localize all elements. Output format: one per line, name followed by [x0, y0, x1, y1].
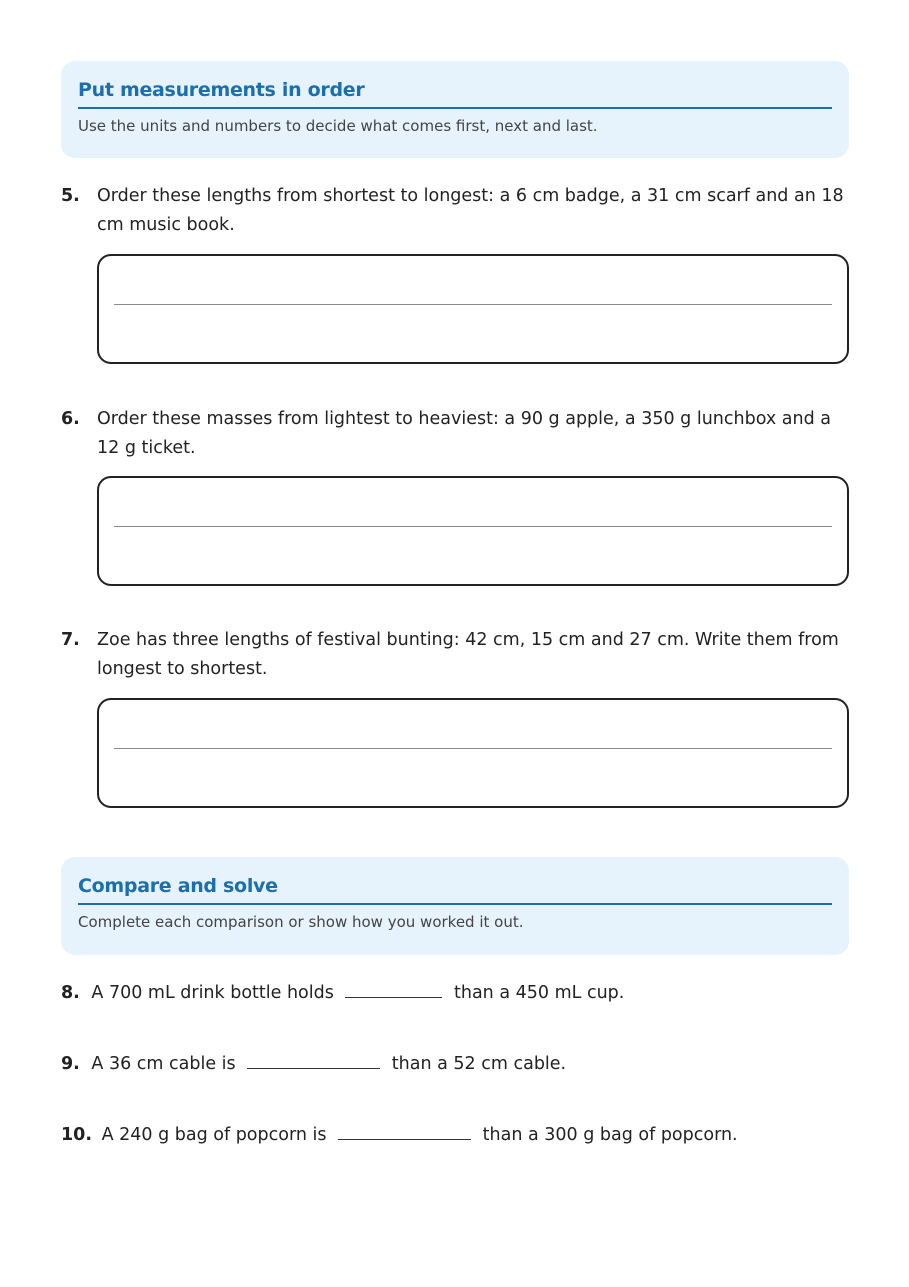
question-7	[61, 626, 851, 684]
question-6	[61, 405, 851, 463]
question-5	[61, 182, 851, 240]
question-9	[61, 1050, 566, 1079]
answer-blank-9[interactable]	[247, 1050, 380, 1069]
question-number: 10.	[61, 1125, 93, 1145]
question-number: 5.	[61, 186, 80, 206]
answer-line	[114, 304, 832, 305]
section-header-compare	[61, 857, 849, 955]
answer-box-7[interactable]	[97, 698, 849, 808]
question-text: Order these masses from lightest to heaviest: a 90 g apple, a 350 g lunchbox and a 12 g ticket.	[97, 409, 832, 458]
question-text-before: A 700 mL drink bottle holds	[91, 983, 334, 1003]
question-number: 8.	[61, 983, 80, 1003]
answer-line	[114, 748, 832, 749]
question-text-after: than a 450 mL cup.	[454, 983, 625, 1003]
question-text-after: than a 52 cm cable.	[391, 1054, 567, 1074]
question-number: 7.	[61, 630, 80, 650]
answer-blank-8[interactable]	[345, 979, 442, 998]
section-subtitle: Use the units and numbers to decide what comes first, next and last.	[78, 117, 598, 135]
question-number: 9.	[61, 1054, 80, 1074]
question-text-after: than a 300 g bag of popcorn.	[482, 1125, 738, 1145]
question-text: Zoe has three lengths of festival bunting: 42 cm, 15 cm and 27 cm. Write them from longest to shortest.	[97, 630, 839, 679]
section-title: Put measurements in order	[78, 61, 832, 109]
section-subtitle: Complete each comparison or show how you worked it out.	[78, 913, 524, 931]
answer-box-6[interactable]	[97, 476, 849, 586]
question-text: Order these lengths from shortest to longest: a 6 cm badge, a 31 cm scarf and an 18 cm music book.	[97, 186, 844, 235]
answer-blank-10[interactable]	[338, 1121, 471, 1140]
question-10	[61, 1121, 738, 1150]
question-text-before: A 36 cm cable is	[91, 1054, 236, 1074]
question-number: 6.	[61, 409, 80, 429]
answer-line	[114, 526, 832, 527]
question-text-before: A 240 g bag of popcorn is	[101, 1125, 327, 1145]
section-title: Compare and solve	[78, 857, 832, 905]
answer-box-5[interactable]	[97, 254, 849, 364]
section-header-order	[61, 61, 849, 158]
question-8	[61, 979, 624, 1008]
